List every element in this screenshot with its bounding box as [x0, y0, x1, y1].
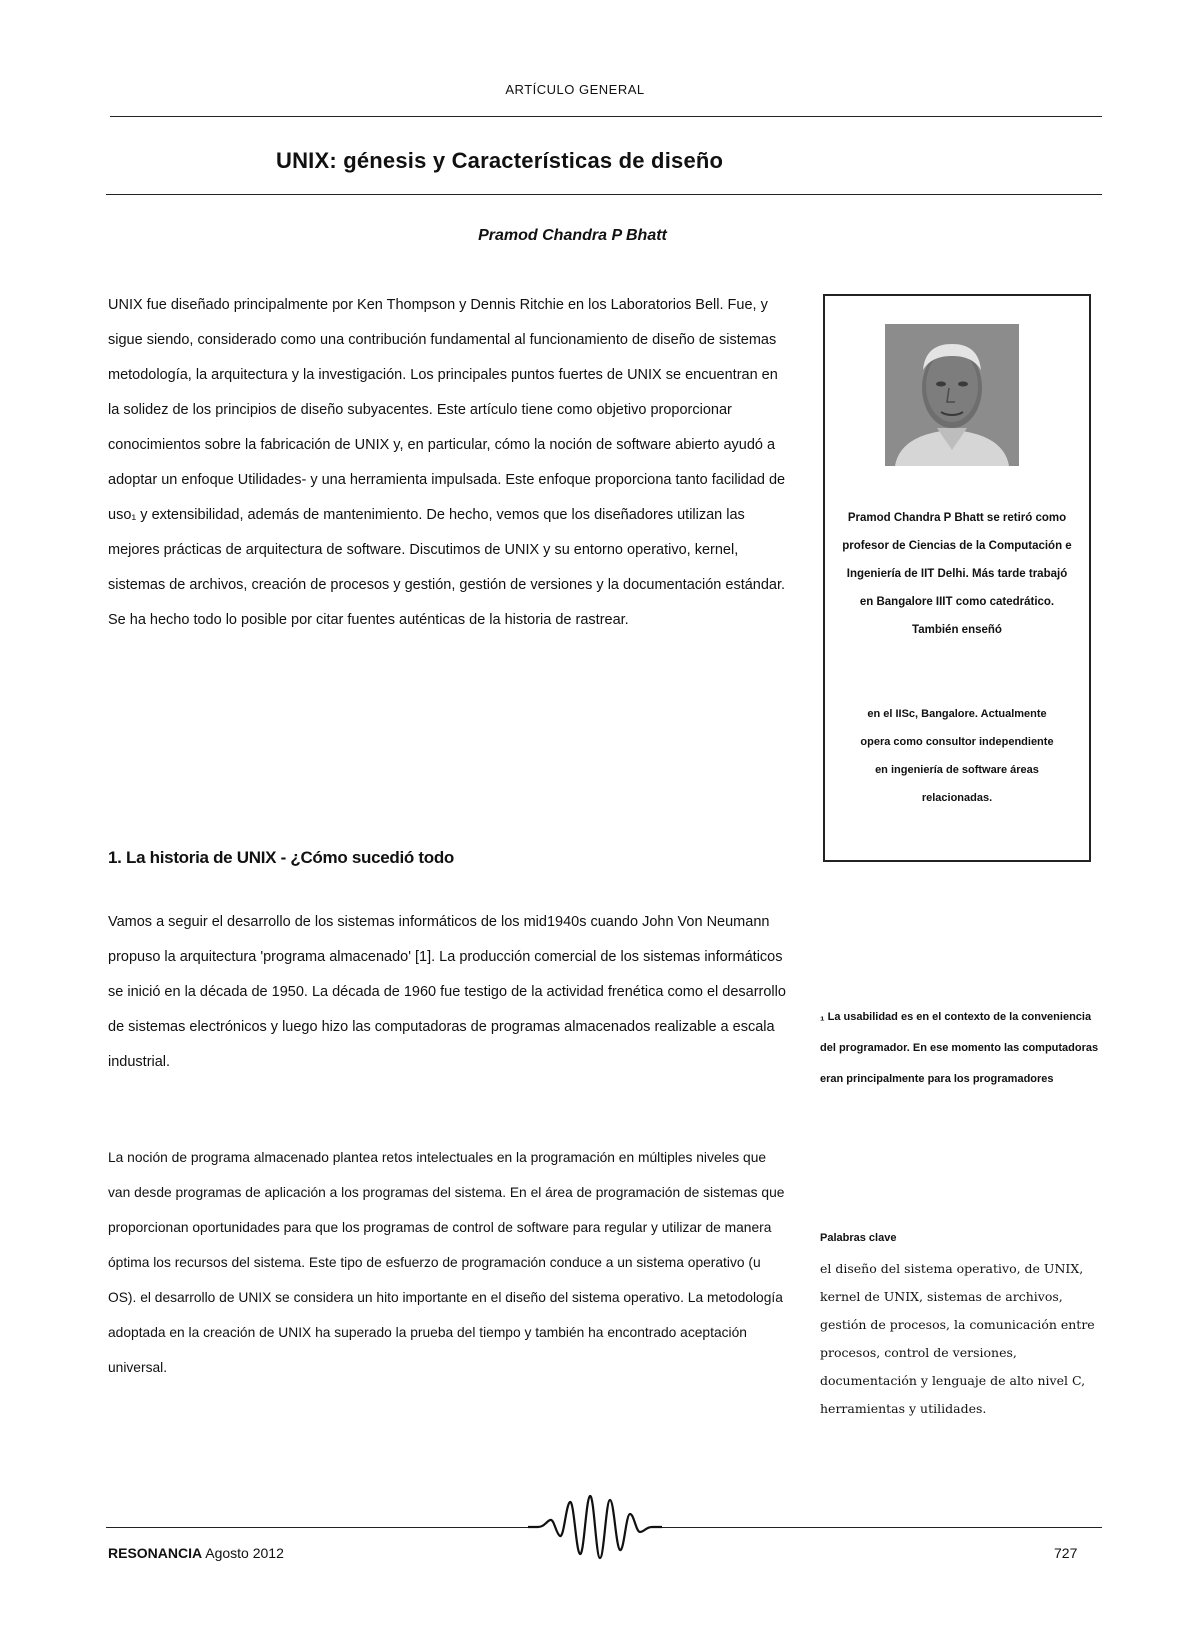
paragraph-text: Vamos a seguir el desarrollo de los sistemas informáticos de los mid1940s cuando John Von Neumann propuso la arquitectura 'programa almacenado' [1]. La producción comercial de los sistemas informáticos se inició en la década de 1950. La década de 1960 fue testigo de la actividad frenética como el desarrollo de sistemas electrónicos y luego hizo las computadoras de programas almacenados realizable a escala industrial.: [108, 914, 786, 1070]
section-heading: 1. La historia de UNIX - ¿Cómo sucedió todo: [108, 848, 455, 867]
resonance-wave-icon: [528, 1492, 662, 1562]
author-portrait-icon: [885, 324, 1019, 466]
footer-journal: [108, 1545, 284, 1561]
issue-date: Agosto 2012: [205, 1545, 284, 1561]
author-name: Pramod Chandra P Bhatt: [478, 227, 667, 244]
journal-name: RESONANCIA: [108, 1545, 203, 1561]
footer-rule-right: [660, 1527, 1102, 1528]
header-rule: [110, 116, 1102, 117]
author-photo: [885, 324, 1019, 466]
article-title: UNIX: génesis y Características de diseño: [276, 148, 724, 173]
keywords-text: el diseño del sistema operativo, de UNIX, kernel de UNIX, sistemas de archivos, gestión de procesos, la comunicación entre procesos, control de versiones, documentación y lenguaje de alto nivel C, herramientas y utilidades.: [820, 1261, 1095, 1416]
page-number: 727: [1054, 1545, 1078, 1561]
keywords-title: Palabras clave: [820, 1232, 897, 1244]
abstract: [108, 288, 788, 638]
paragraph-text: La noción de programa almacenado plantea retos intelectuales en la programación en múltiples niveles que van desde programas de aplicación a los programas del sistema. En el área de programación de sistemas que proporcionan oportunidades para que los programas de control de software para regular y utilizar de manera óptima los recursos del sistema. Este tipo de esfuerzo de programación conduce a un sistema operativo (u OS). el desarrollo de UNIX se considera un hito importante en el diseño del sistema operativo. La metodología adoptada en la creación de UNIX ha superado la prueba del tiempo y también ha encontrado aceptación universal.: [108, 1150, 785, 1375]
abstract-text: UNIX fue diseñado principalmente por Ken Thompson y Dennis Ritchie en los Laboratorios Bell. Fue, y sigue siendo, considerado como una contribución fundamental al funcionamiento de diseño de sistemas metodología, la arquitectura y la investigación. Los principales puntos fuertes de UNIX se encuentran en la solidez de los principios de diseño subyacentes. Este artículo tiene como objetivo proporcionar conocimientos sobre la fabricación de UNIX y, en particular, cómo la noción de software abierto ayudó a adoptar un enfoque Utilidades- y una herramienta impulsada. Este enfoque proporciona tanto facilidad de uso₁ y extensibilidad, además de mantenimiento. De hecho, vemos que los diseñadores utilizan las mejores prácticas de arquitectura de software. Discutimos de UNIX y su entorno operativo, kernel, sistemas de archivos, creación de procesos y gestión, gestión de versiones y la documentación estándar. Se ha hecho todo lo posible por citar fuentes auténticas de la historia de rastrear.: [108, 297, 786, 628]
section-paragraph-2: [108, 1140, 788, 1385]
footnote: ₁ La usabilidad es en el contexto de la conveniencia del programador. En ese momento las computadoras eran principalmente para los programadores: [820, 1011, 1099, 1085]
bio-text-1: Pramod Chandra P Bhatt se retiró como profesor de Ciencias de la Computación e Ingeniería de IIT Delhi. Más tarde trabajó en Bangalore IIIT como catedrático. También enseñó: [842, 512, 1072, 636]
section-label: ARTÍCULO GENERAL: [505, 82, 645, 97]
bio-text-2: en el IISc, Bangalore. Actualmente opera como consultor independiente en ingeniería de software áreas relacionadas.: [860, 708, 1054, 804]
title-rule: [106, 194, 1102, 195]
footer-rule-left: [106, 1527, 530, 1528]
section-paragraph-1: [108, 905, 788, 1080]
author-bio-box: [823, 294, 1091, 862]
